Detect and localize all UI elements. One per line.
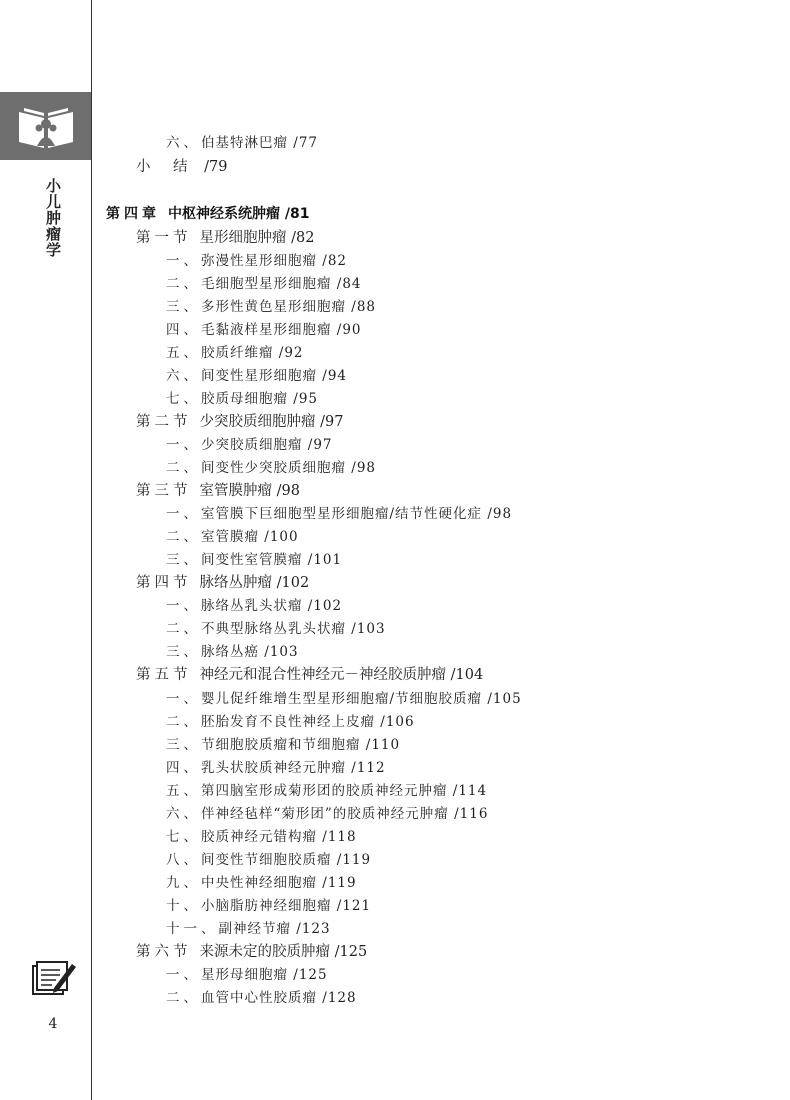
toc-number: 五、 xyxy=(166,783,201,799)
toc-item xyxy=(166,503,512,526)
toc-title: 第四脑室形成菊形团的胶质神经元肿瘤 xyxy=(201,783,448,799)
toc-page-ref: /103 xyxy=(264,644,299,660)
toc-number: 三、 xyxy=(166,552,201,568)
toc-title: 毛细胞型星形细胞瘤 xyxy=(201,276,332,292)
toc-page-ref: /128 xyxy=(322,990,357,1006)
toc-number: 三、 xyxy=(166,644,201,660)
toc-page-ref: /81 xyxy=(284,206,310,222)
toc-item xyxy=(166,618,386,641)
toc-page-ref: /102 xyxy=(307,598,343,614)
toc-item xyxy=(166,342,304,365)
toc-item xyxy=(166,987,357,1010)
toc-number: 一、 xyxy=(166,691,201,707)
toc-page-ref: /88 xyxy=(351,299,377,315)
toc-section xyxy=(136,480,300,503)
toc-title: 节细胞胶质瘤和节细胞瘤 xyxy=(201,737,361,753)
toc-title: 小脑脂肪神经细胞瘤 xyxy=(201,898,332,914)
toc-number: 一、 xyxy=(166,598,201,614)
toc-page-ref: /125 xyxy=(293,967,328,983)
toc-item xyxy=(166,365,347,388)
toc-item xyxy=(166,273,362,296)
toc-page-ref: /105 xyxy=(487,691,522,707)
toc-page-ref: /118 xyxy=(322,829,357,845)
toc-page-ref: /116 xyxy=(454,806,489,822)
toc-page-ref: /102 xyxy=(276,575,310,591)
toc-number: 一、 xyxy=(166,967,201,983)
toc-item xyxy=(166,388,318,411)
toc-item xyxy=(166,849,371,872)
toc-page-ref: /125 xyxy=(334,944,368,960)
toc-page-ref: /77 xyxy=(293,135,319,151)
toc-number: 二、 xyxy=(166,529,201,545)
toc-title: 星形母细胞瘤 xyxy=(201,967,288,983)
toc-item xyxy=(166,250,347,273)
toc-number: 小 结 xyxy=(136,159,192,175)
toc-number: 一、 xyxy=(166,506,201,522)
toc-title: 室管膜下巨细胞型星形细胞瘤/结节性硬化症 xyxy=(201,506,483,522)
toc-number: 二、 xyxy=(166,276,201,292)
toc-title: 脉络丛乳头状瘤 xyxy=(201,598,303,614)
toc-number: 二、 xyxy=(166,621,201,637)
toc-page-ref: /98 xyxy=(276,483,300,499)
page-number: 4 xyxy=(48,1016,58,1032)
toc-title: 血管中心性胶质瘤 xyxy=(201,990,317,1006)
toc-item xyxy=(166,734,400,757)
toc-title: 伯基特淋巴瘤 xyxy=(201,135,288,151)
toc-title: 乳头状胶质神经元肿瘤 xyxy=(201,760,346,776)
toc-title: 少突胶质细胞肿瘤 xyxy=(199,414,316,430)
toc-title: 婴儿促纤维增生型星形细胞瘤/节细胞胶质瘤 xyxy=(201,691,483,707)
toc-item xyxy=(166,434,333,457)
toc-title: 不典型脉络丛乳头状瘤 xyxy=(201,621,346,637)
toc-page-ref: /121 xyxy=(336,898,372,914)
toc-item xyxy=(166,549,342,572)
book-title: 小儿肿瘤学 xyxy=(44,178,62,258)
toc-item xyxy=(166,895,371,918)
toc-title: 间变性室管膜瘤 xyxy=(201,552,303,568)
toc-page-ref: /104 xyxy=(450,667,484,683)
toc-page-ref: /79 xyxy=(204,159,228,175)
toc-item xyxy=(166,641,299,664)
toc-number: 二、 xyxy=(166,460,201,476)
toc-title: 室管膜瘤 xyxy=(201,529,259,545)
toc-number: 四、 xyxy=(166,760,201,776)
toc-item xyxy=(166,918,331,941)
toc-title: 弥漫性星形细胞瘤 xyxy=(201,253,317,269)
toc-number: 七、 xyxy=(166,829,201,845)
toc-item xyxy=(166,711,415,734)
toc-number: 第四章 xyxy=(106,206,160,222)
toc-number: 三、 xyxy=(166,737,201,753)
toc-page-ref: /100 xyxy=(264,529,299,545)
toc-title: 副神经节瘤 xyxy=(218,921,291,937)
toc-number: 第四节 xyxy=(136,575,192,591)
toc-number: 七、 xyxy=(166,391,201,407)
toc-title: 胶质母细胞瘤 xyxy=(201,391,288,407)
toc-number: 第二节 xyxy=(136,414,192,430)
toc-page-ref: /98 xyxy=(351,460,377,476)
toc-title: 星形细胞肿瘤 xyxy=(199,230,287,246)
toc-number: 第五节 xyxy=(136,667,192,683)
toc-page-ref: /123 xyxy=(296,921,331,937)
toc-number: 十、 xyxy=(166,898,201,914)
toc-number: 六、 xyxy=(166,806,201,822)
toc-number: 二、 xyxy=(166,990,201,1006)
toc-page-ref: /106 xyxy=(380,714,415,730)
toc-page-ref: /92 xyxy=(278,345,304,361)
toc-chapter xyxy=(106,203,309,226)
toc-title: 中枢神经系统肿瘤 xyxy=(168,206,280,222)
toc-page-ref: /103 xyxy=(351,621,386,637)
toc-number: 第一节 xyxy=(136,230,192,246)
toc-item xyxy=(166,826,357,849)
toc-page-ref: /82 xyxy=(291,230,315,246)
toc-number: 四、 xyxy=(166,322,201,338)
notebook-pencil-icon xyxy=(30,958,78,998)
book-family-logo-icon xyxy=(0,92,91,160)
toc-number: 第六节 xyxy=(136,944,192,960)
toc-title: 脉络丛肿瘤 xyxy=(199,575,272,591)
toc-page-ref: /112 xyxy=(351,760,386,776)
toc-page-ref: /97 xyxy=(320,414,344,430)
toc-section xyxy=(136,941,367,964)
toc-number: 二、 xyxy=(166,714,201,730)
toc-page-ref: /97 xyxy=(307,437,333,453)
toc-page-ref: /119 xyxy=(336,852,372,868)
margin-divider xyxy=(91,0,92,1100)
toc-title: 胚胎发育不良性神经上皮瘤 xyxy=(201,714,375,730)
toc-number: 一、 xyxy=(166,437,201,453)
toc-page-ref: /98 xyxy=(487,506,513,522)
toc-item xyxy=(166,132,318,155)
toc-item xyxy=(166,296,376,319)
toc-number: 一、 xyxy=(166,253,201,269)
toc-page-ref: /90 xyxy=(336,322,362,338)
toc-title: 间变性少突胶质细胞瘤 xyxy=(201,460,346,476)
toc-page-ref: /110 xyxy=(365,737,401,753)
toc-title: 间变性节细胞胶质瘤 xyxy=(201,852,332,868)
toc-item xyxy=(166,526,299,549)
toc-number: 六、 xyxy=(166,368,201,384)
toc-page-ref: /101 xyxy=(307,552,343,568)
toc-section xyxy=(136,411,343,434)
toc-section xyxy=(136,664,483,687)
toc-title: 多形性黄色星形细胞瘤 xyxy=(201,299,346,315)
toc-item xyxy=(166,803,488,826)
toc-section xyxy=(136,572,309,595)
toc-item xyxy=(166,757,386,780)
toc-page-ref: /84 xyxy=(336,276,362,292)
toc-page-ref: /119 xyxy=(322,875,357,891)
toc-title: 胶质纤维瘤 xyxy=(201,345,274,361)
toc-number: 八、 xyxy=(166,852,201,868)
toc-item xyxy=(166,780,487,803)
toc-page-ref: /94 xyxy=(322,368,348,384)
toc-title: 神经元和混合性神经元－神经胶质肿瘤 xyxy=(199,667,446,683)
toc-page-ref: /114 xyxy=(452,783,488,799)
toc-item xyxy=(166,319,362,342)
toc-item xyxy=(166,595,342,618)
toc-title: 间变性星形细胞瘤 xyxy=(201,368,317,384)
toc-title: 脉络丛癌 xyxy=(201,644,259,660)
toc-page-ref: /82 xyxy=(322,253,348,269)
toc-section xyxy=(136,156,227,179)
toc-item xyxy=(166,457,376,480)
toc-title: 来源未定的胶质肿瘤 xyxy=(199,944,330,960)
toc-title: 室管膜肿瘤 xyxy=(199,483,272,499)
toc-title: 中央性神经细胞瘤 xyxy=(201,875,317,891)
toc-number: 第三节 xyxy=(136,483,192,499)
toc-item xyxy=(166,688,522,711)
toc-title: 少突胶质细胞瘤 xyxy=(201,437,303,453)
toc-item xyxy=(166,964,328,987)
toc-title: 毛黏液样星形细胞瘤 xyxy=(201,322,332,338)
toc-section xyxy=(136,227,314,250)
toc-number: 五、 xyxy=(166,345,201,361)
toc-page-ref: /95 xyxy=(293,391,319,407)
toc-title: 伴神经毡样“菊形团”的胶质神经元肿瘤 xyxy=(201,806,449,822)
toc-number: 三、 xyxy=(166,299,201,315)
toc-item xyxy=(166,872,357,895)
toc-number: 十一、 xyxy=(166,921,219,937)
toc-number: 九、 xyxy=(166,875,201,891)
toc-number: 六、 xyxy=(166,135,201,151)
toc-title: 胶质神经元错构瘤 xyxy=(201,829,317,845)
